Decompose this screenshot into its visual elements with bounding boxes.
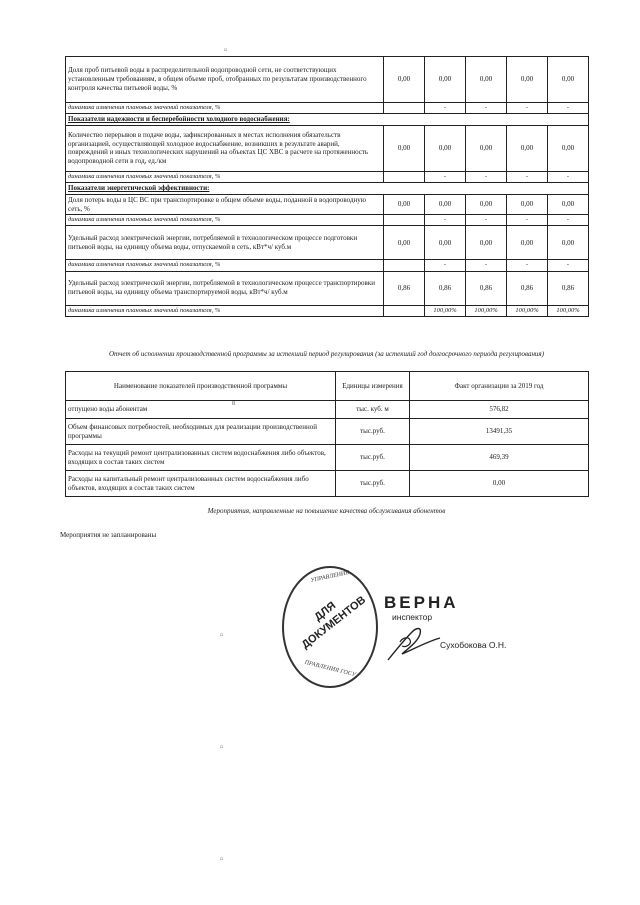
row-value: -	[466, 215, 507, 226]
row-value: 0,00	[425, 57, 466, 103]
row-label: динамика изменения плановых значений показателя, %	[66, 260, 384, 271]
measures-text: Мероприятия не запланированы	[60, 531, 157, 539]
org-fragment: ВЕРНА	[384, 593, 459, 612]
table-row	[66, 226, 589, 260]
row-value: -	[507, 171, 548, 182]
row-value: 0,86	[548, 271, 589, 305]
header-unit: Единицы измерения	[336, 372, 410, 401]
row-name: Расходы на капитальный ремонт централизованных систем водоснабжения либо объектов, входящих в состав таких систем	[66, 471, 336, 497]
row-value	[384, 260, 425, 271]
table-row	[66, 419, 589, 445]
row-value: -	[507, 260, 548, 271]
row-value	[384, 103, 425, 114]
stray-mark: ¤	[220, 857, 223, 863]
signer-name: Сухобокова О.Н.	[440, 640, 507, 650]
row-value: -	[548, 103, 589, 114]
row-value: 0,00	[548, 194, 589, 215]
row-value: 0,00	[425, 194, 466, 215]
row-value: 0,00	[384, 226, 425, 260]
row-value: 0,00	[466, 194, 507, 215]
row-value: -	[507, 103, 548, 114]
row-value: -	[425, 260, 466, 271]
section-row	[66, 183, 589, 195]
row-value: -	[466, 103, 507, 114]
report-caption: Отчет об исполнении производственной программы за истекший период регулирования (за истекший год долгосрочного периода регулирования)	[108, 350, 544, 358]
row-label: динамика изменения плановых значений показателя, %	[66, 103, 384, 114]
row-value: -	[466, 260, 507, 271]
row-value: 0,86	[507, 271, 548, 305]
row-value: -	[425, 215, 466, 226]
row-value: 0,00	[548, 226, 589, 260]
section-title: Показатели надежности и бесперебойности холодного водоснабжения:	[66, 114, 589, 126]
row-value: 0,00	[507, 194, 548, 215]
row-label: Доля потерь воды в ЦС ВС при транспортировке в общем объеме воды, поданной в водопроводную сеть, %	[66, 194, 384, 215]
row-value: -	[507, 215, 548, 226]
table-row	[66, 271, 589, 305]
dynamics-row	[66, 305, 589, 316]
signer-role: инспектор	[392, 612, 433, 622]
row-value: 0,00	[466, 125, 507, 171]
table-row	[66, 401, 589, 419]
row-value: 0,00	[384, 125, 425, 171]
row-label: Удельный расход электрической энергии, потребляемой в технологическом процессе транспортировки питьевой воды, на единицу объема транспортируемой воды, кВт*ч/ куб.м	[66, 271, 384, 305]
row-value: 0,86	[384, 271, 425, 305]
row-value: 0,86	[425, 271, 466, 305]
row-unit: тыс.руб.	[336, 419, 410, 445]
row-label: динамика изменения плановых значений показателя, %	[66, 305, 384, 316]
row-name: отпущено воды абонентам	[66, 401, 336, 419]
stray-mark: ¤	[220, 745, 223, 751]
header-indicator-name: Наименование показателей производственной программы	[66, 372, 336, 401]
dynamics-row	[66, 215, 589, 226]
official-stamp	[282, 566, 378, 688]
row-value: -	[425, 171, 466, 182]
stamp-top-text: УПРАВЛЕНИЯ	[310, 569, 350, 585]
header-fact: Факт организации за 2019 год	[410, 372, 589, 401]
row-unit: тыс.руб.	[336, 471, 410, 497]
row-value	[384, 171, 425, 182]
row-value: 0,00	[384, 57, 425, 103]
row-value: 0,00	[507, 125, 548, 171]
row-value: 0,00	[548, 125, 589, 171]
indicators-table	[65, 56, 589, 317]
row-value: 0,00	[466, 57, 507, 103]
row-value: 576,82	[410, 401, 589, 419]
stamp-main-text: ДЛЯ ДОКУМЕНТОВ	[299, 593, 368, 652]
dynamics-row	[66, 171, 589, 182]
measures-caption: Мероприятия, направленные на повышение качества обслуживания абонентов	[207, 507, 446, 515]
row-value: -	[466, 171, 507, 182]
row-unit: тыс.руб.	[336, 445, 410, 471]
row-value: 100,00%	[466, 305, 507, 316]
row-value: -	[425, 103, 466, 114]
row-value: 100,00%	[507, 305, 548, 316]
table-row	[66, 445, 589, 471]
row-value: 0,00	[548, 57, 589, 103]
row-value: -	[548, 171, 589, 182]
row-value: 0,00	[425, 226, 466, 260]
row-label: динамика изменения плановых значений показателя, %	[66, 215, 384, 226]
row-value: 0,00	[384, 194, 425, 215]
row-unit: тыс. куб. м	[336, 401, 410, 419]
dynamics-row	[66, 103, 589, 114]
stray-mark: ¤	[224, 48, 227, 54]
row-value: -	[548, 260, 589, 271]
stray-mark: ¤	[220, 633, 223, 639]
row-label: Удельный расход электрической энергии, потребляемой в технологическом процессе подготовки питьевой воды, на единицу объема воды, отпускаемой в сеть, кВт*ч/ куб.м	[66, 226, 384, 260]
row-label: динамика изменения плановых значений показателя, %	[66, 171, 384, 182]
report-header-row	[66, 372, 589, 401]
section-row	[66, 114, 589, 126]
row-label: Количество перерывов в подаче воды, зафиксированных в местах исполнения обязательств организацией, осуществляющей холодное водоснабжение, возникших в результате аварий, повреждений и иных технологических нарушений на объектах ЦС ХВС в расчете на протяженность водопроводной сети в год, ед./км	[66, 125, 384, 171]
row-value: 469,39	[410, 445, 589, 471]
row-value: 0,86	[466, 271, 507, 305]
row-value: 0,00	[507, 226, 548, 260]
table-row	[66, 471, 589, 497]
row-value: 0,00	[507, 57, 548, 103]
row-value: 0,00	[466, 226, 507, 260]
stamp-bottom-text: ПРАВЛЕНИЯ ГОСУ	[303, 659, 357, 679]
dynamics-row	[66, 260, 589, 271]
row-name: Расходы на текущий ремонт централизованных систем водоснабжения либо объектов, входящих в состав таких систем	[66, 445, 336, 471]
row-value	[384, 215, 425, 226]
section-title: Показатели энергетической эффективности:	[66, 183, 589, 195]
table-row	[66, 57, 589, 103]
table-row	[66, 125, 589, 171]
row-value: -	[548, 215, 589, 226]
row-value: 0,00	[425, 125, 466, 171]
report-table	[65, 371, 589, 497]
row-value: 13491,35	[410, 419, 589, 445]
table-row	[66, 194, 589, 215]
row-value: 0,00	[410, 471, 589, 497]
row-value	[384, 305, 425, 316]
row-value: 100,00%	[548, 305, 589, 316]
stray-mark: 8	[232, 401, 235, 407]
handwritten-signature	[382, 620, 444, 666]
row-value: 100,00%	[425, 305, 466, 316]
row-name: Объем финансовых потребностей, необходимых для реализации производственной программы	[66, 419, 336, 445]
row-label: Доля проб питьевой воды в распределительной водопроводной сети, не соответствующих установленным требованиям, в общем объеме проб, отобранных по результатам производственного контроля качества питьевой воды, %	[66, 57, 384, 103]
